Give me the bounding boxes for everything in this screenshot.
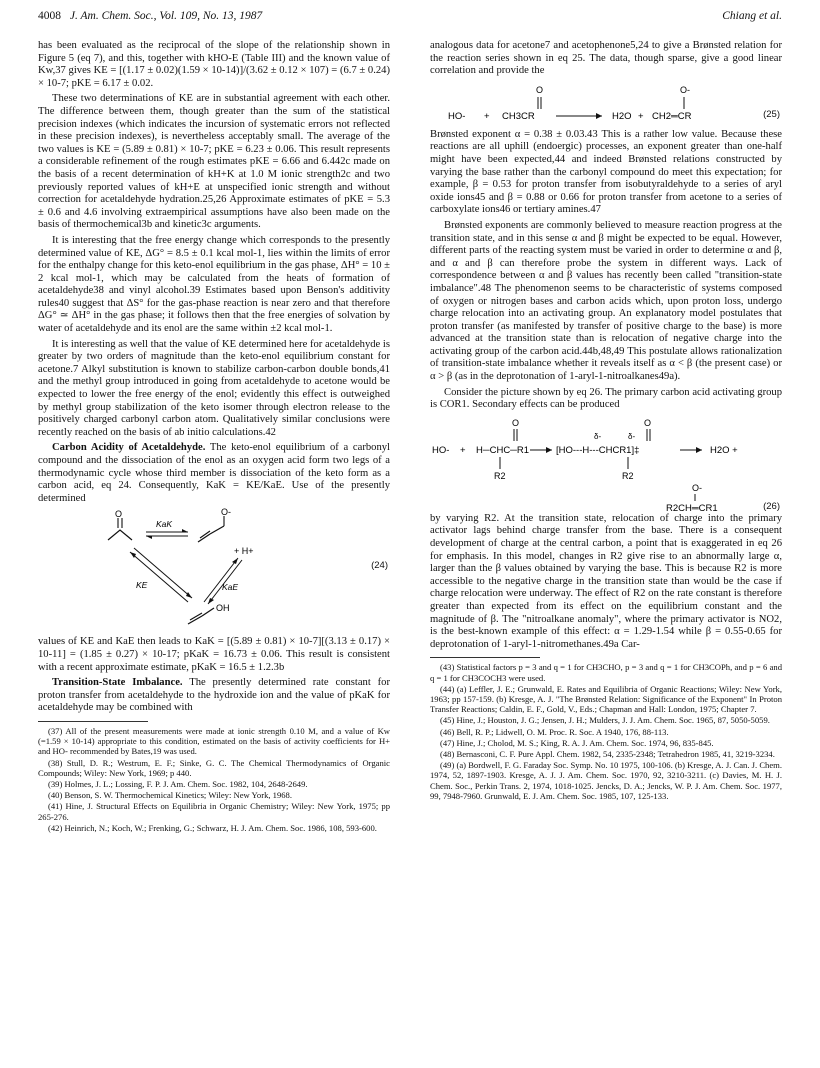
paragraph: It is interesting that the free energy change which corresponds to the presently determined value of KE, ΔG° = 8.5 ± 0.1 kcal mol-1, lies within the limits of error for the enthalpy change for this keto-enol equilibrium in the gas phase, ΔH° = 10 ± 2 kcal mol-1, which may be calculated from the heats of formation of acetaldehyde38 and vinyl alcohol.39 Estimates based upon Benson's additivity rules40 suggest that ΔS° for the gas-phase reaction is near zero and that therefore ΔG° ≃ ΔH° in the gas phase; it follows then that the free energies of solvation by water of acetaldehyde and its enol are the same within ±2 kcal mol-1.	[38, 234, 390, 335]
footnote: (37) All of the present measurements were made at ionic strength 0.10 M, and a value of Kw (=1.59 × 10-14) appropriate to this condition, estimated on the basis of activity coefficients for H+ and HO- recommended by Bates,19 was used.	[38, 725, 390, 757]
running-authors: Chiang et al.	[722, 10, 782, 22]
footnote: (46) Bell, R. P.; Lidwell, O. M. Proc. R. Soc. A 1940, 176, 88-113.	[440, 726, 669, 737]
footnote: (40) Benson, S. W. Thermochemical Kinetics; Wiley: New York, 1968.	[48, 790, 292, 801]
eq25-plus: +	[638, 110, 644, 122]
footnote: (45) Hine, J.; Houston, J. G.; Jensen, J. H.; Mulders, J. J. Am. Chem. Soc. 1965, 87, 5050-5059.	[440, 715, 770, 726]
footnote-rule	[38, 721, 148, 722]
footnote: (42) Heinrich, N.; Koch, W.; Frenking, G.; Schwarz, H. J. Am. Chem. Soc. 1986, 108, 593-600.	[48, 822, 377, 833]
left-column	[38, 40, 390, 834]
eq25-scheme	[430, 81, 782, 129]
eq25-ch3cr: CH3CR	[502, 110, 535, 122]
eq26-o-minus: O-	[692, 482, 702, 493]
eq24-oh: OH	[216, 603, 230, 614]
eq26-r2: R2	[494, 470, 506, 481]
footnote: (47) Hine, J.; Cholod, M. S.; King, R. A. J. Am. Chem. Soc. 1974, 96, 835-845.	[440, 737, 714, 748]
equation-24	[38, 508, 390, 636]
equation-number: (24)	[371, 560, 388, 572]
section-heading: Carbon Acidity of Acetaldehyde.	[52, 442, 206, 454]
footnotes-right	[430, 662, 782, 801]
right-column	[430, 40, 782, 802]
footnote-rule	[430, 657, 540, 658]
paragraph-text: The keto-enol equilibrium of a carbonyl compound and the dissociation of the enol as an oxygen acid form two legs of a thermodynamic cycle whose third member is dissociation of the keto form as a carbon acid, eq 24. Consequently, KaK = KE/KaE. Use of the presently determined	[38, 442, 390, 504]
eq25-ch2cr: CH2═CR	[652, 110, 692, 122]
paragraph: has been evaluated as the reciprocal of the slope of the relationship shown in Figure 5 (eq 7), and this, together with kHO-E (Table III) and the known value of Kw,37 gives KE = [(1.17 ± 0.02)(1.59 × 10-14)]/(3.62 ± 0.12 × 107) = (6.7 ± 0.24) × 10-7; pKE = 6.17 ± 0.02.	[38, 40, 390, 89]
eq26-reactant: H─CHC─R1	[476, 444, 530, 456]
eq24-kae-label: KaE	[222, 582, 239, 593]
eq26-delta: δ-	[628, 431, 636, 441]
eq24-o-left: O	[115, 509, 123, 520]
paragraph: These two determinations of KE are in substantial agreement with each other. The difference between them, though greater than the sum of the statistical precision indexes (which indicates the incursion of systematic errors not reflected in these precision indexes), is nevertheless acceptably small. The average of the two values is KE = (5.89 ± 0.81) × 10-7; pKE = 6.23 ± 0.06. This result represents a considerable refinement of the rough estimates pKE = 6.66 and 6.442c made on the basis of a recent determination of kH+K at 1.0 M ionic strength2c and two previously reported values of kH+E at unspecified ionic strength and without correction for acetaldehyde hydration.25,26 Approximate estimates of pKE = 5.3 ± 0.6 and 4.6 involving extraempirical assumptions have also been made on the basis of thermochemical3b and kinetic3c arguments.	[38, 93, 390, 231]
eq24-kak-label: KaK	[156, 519, 173, 530]
footnotes-left	[38, 726, 390, 833]
footnote: (38) Stull, D. R.; Westrum, E. F.; Sinke, G. C. The Chemical Thermodynamics of Organic Compounds; Wiley: New York, 1969; p 440.	[38, 757, 390, 778]
eq24-o-minus: O-	[221, 508, 231, 518]
paragraph: It is interesting as well that the value of KE determined here for acetaldehyde is greater by two orders of magnitude than the keto-enol equilibrium constant for acetone.7 Alkyl substitution is known to stabilize carbon-carbon double bonds,41 and the methyl group introduced in going from acetaldehyde to acetone would be expected to lower the free energy of the enol; evidently this effect is outweighed by methyl group stabilization of the keto isomer through electron release to the positively charged carbonyl carbon atom. Qualitatively similar conclusions were recently reached on the basis of ab initio calculations.42	[38, 338, 390, 438]
eq26-transition-state: [HO---H---CHCR1]‡	[556, 444, 640, 456]
eq26-ho: HO-	[432, 444, 450, 456]
equation-number: (26)	[763, 500, 780, 512]
page-header	[38, 10, 782, 30]
paragraph-text: The presently determined rate constant for proton transfer from acetaldehyde to the hydroxide ion and the value of pKaK for acetaldehyde may be combined with	[38, 677, 391, 714]
eq25-h2o: H2O	[612, 110, 632, 122]
eq26-o: O	[512, 417, 520, 428]
eq26-scheme	[430, 415, 782, 513]
eq24-scheme	[38, 508, 390, 636]
footnote: (48) Bernasconi, C. F. Pure Appl. Chem. 1982, 54, 2335-2348; Tetrahedron 1985, 41, 3219-3234.	[440, 749, 775, 759]
equation-number: (25)	[763, 108, 780, 120]
footnote: (39) Holmes, J. L.; Lossing, F. P. J. Am. Chem. Soc. 1982, 104, 2648-2649.	[48, 778, 308, 789]
eq26-plus: +	[460, 444, 466, 456]
eq24-ke-label: KE	[136, 580, 148, 591]
header-left	[38, 10, 262, 22]
eq26-r2: R2	[622, 470, 634, 481]
eq25-plus: +	[484, 110, 490, 122]
eq26-delta: δ-	[594, 431, 602, 441]
equation-25	[430, 81, 782, 129]
paragraph: by varying R2. At the transition state, relocation of charge into the primary activator lags behind charge transfer from the base. There is a consequent development of charge at the central carbon, a point that is exaggerated in eq 26 for emphasis. In this model, changes in R2 give rise to an abnormally large α, larger than the β values obtained by varying the base. This is because R2 is more accessible to the negative charge in the transition state than would be the case if charge relocation were underway. The effect of R2 on the rate constant is therefore greater than expected from its effect on the equilibrium constant and the magnitude of β. The "nitroalkane anomaly", where the primary activator is NO2, is the best-known example of this effect: α = 1.29-1.54 while β = 0.55-0.65 for deprotonation of 1-aryl-1-nitromethanes.49a Car-	[430, 512, 782, 650]
equation-26	[430, 415, 782, 513]
eq24-proton: + H+	[234, 546, 254, 557]
section-heading: Transition-State Imbalance.	[52, 677, 183, 689]
paragraph	[38, 677, 390, 715]
paragraph: Consider the picture shown by eq 26. The primary carbon acid activating group is COR1. Secondary effects can be produced	[430, 386, 782, 411]
page-number: 4008	[38, 10, 61, 22]
eq26-h2o: H2O +	[710, 444, 738, 456]
eq26-product: R2CH═CR1	[666, 502, 718, 513]
eq25-o-minus: O-	[680, 84, 690, 95]
footnote: (41) Hine, J. Structural Effects on Equilibria in Organic Chemistry; Wiley: New York, 1975; pp 265-276.	[38, 801, 390, 822]
paragraph: Brønsted exponents are commonly believed to measure reaction progress at the transition state, and in this sense α and β might be expected to be equal. However, different parts of the reacting system must be varied in order to determine α and β, and α and β can therefore probe the system in different ways. Lack of correspondence between α and β values has recently been called "transition-state imbalance".48 The phenomenon seems to be characteristic of systems composed of oxygen or nitrogen bases and carbon acids which, upon proton loss, undergo charge relocation into an activating group. An explanatory model postulates that proton transfer (as manifested by transfer of positive charge to the base) is more advanced at the transition state than is relocation of negative charge into the activating group of the carbon acid.44b,48,49 This postulate allows rationalization of transition-state imbalance whether it reveals itself as α < β (the present case) or α > β (as in the deprotonation of 1-aryl-1-nitroalkanes49a).	[430, 219, 782, 383]
journal-citation: J. Am. Chem. Soc., Vol. 109, No. 13, 1987	[69, 10, 263, 22]
footnote: (44) (a) Leffler, J. E.; Grunwald, E. Rates and Equilibria of Organic Reactions; Wiley: New York, 1963; pp 157-159. (b) Kresge, A. J. "The Brønsted Relation: Significance of the Exponent" In Proton Transfer Reactions; Caldin, E. F., Gold, V., Eds.; Chapman and Hall: London, 1975; Chapter 7.	[430, 683, 782, 715]
footnote: (49) (a) Bordwell, F. G. Faraday Soc. Symp. No. 10 1975, 100-106. (b) Kresge, A. J. Can. J. Chem. 1974, 52, 1897-1903. Kresge, A. J. J. Am. Chem. Soc. 1970, 92, 3210-3211. (c) Davies, M. H. J. Chem. Soc., Perkin Trans. 2, 1974, 1018-1025. Jencks, D. A.; Jencks, W. P. J. Am. Chem. Soc. 1977, 99, 7948-7960. Grunwald, E. J. Am. Chem. Soc. 1985, 107, 125-133.	[430, 760, 782, 801]
eq25-ho: HO-	[448, 110, 466, 122]
eq26-o: O	[644, 417, 652, 428]
footnote: (43) Statistical factors p = 3 and q = 1 for CH3CHO, p = 3 and q = 1 for CH3COPh, and p = 6 and q = 1 for CH3COCH3 were used.	[430, 662, 782, 683]
paragraph: Brønsted exponent α = 0.38 ± 0.03.43 This is a rather low value. Because these reactions are all uphill (endoergic) processes, an exponent greater than one-half might have been expected,44 and indeed Brønsted relations constructed by varying the base rather than the carbonyl compound do meet this expectation; for example, β = 0.53 for proton transfer from isobutyraldehyde to a series of aryl oxide ions45 and β = 0.88 or 0.66 for proton transfer from acetone to a series of carboxylate ions46 or tertiary amines.47	[430, 128, 782, 216]
paragraph: analogous data for acetone7 and acetophenone5,24 to give a Brønsted relation for the reaction series shown in eq 25. The data, though sparse, give a good linear correlation and provide the	[430, 40, 782, 77]
paragraph: values of KE and KaE then leads to KaK = [(5.89 ± 0.81) × 10-7][(3.13 ± 0.17) × 10-11] = (1.85 ± 0.27) × 10-17; pKaK = 16.73 ± 0.06. This result is consistent with a recent approximate estimate, pKaK = 16.5 ± 1.2.3b	[38, 636, 390, 673]
paragraph	[38, 442, 390, 505]
eq25-o-top: O	[536, 84, 544, 95]
